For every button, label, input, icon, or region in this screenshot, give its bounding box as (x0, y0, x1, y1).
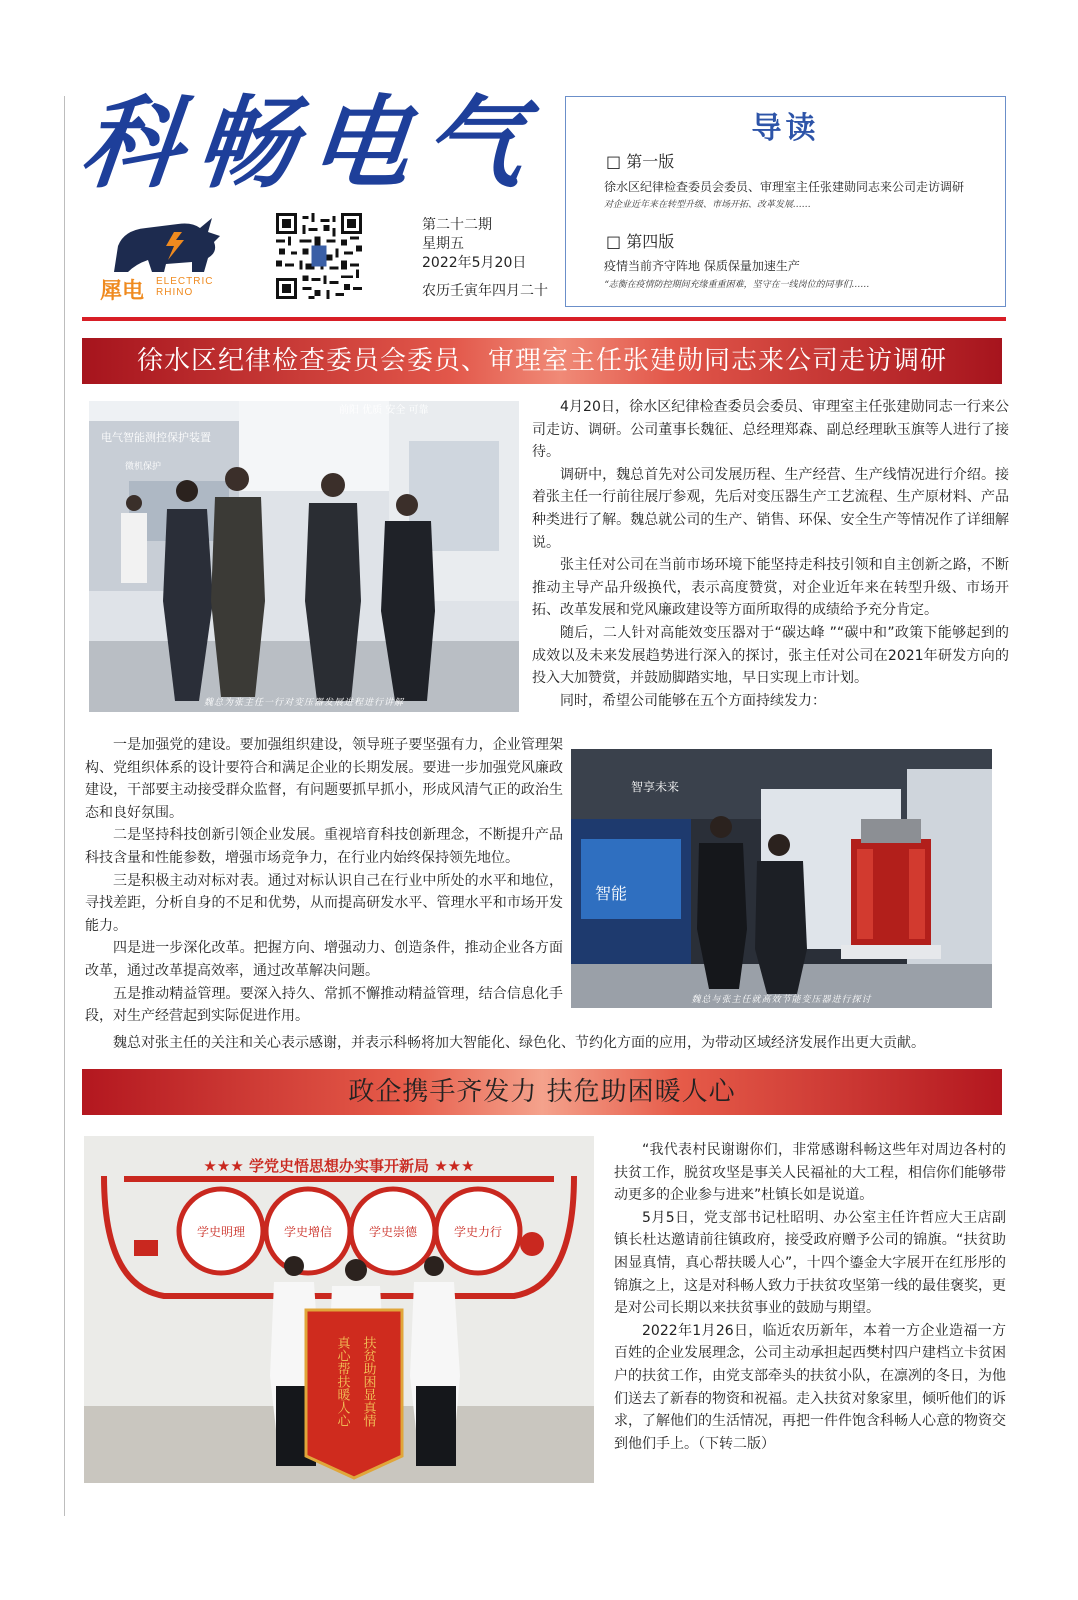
article1-point: 二是坚持科技创新引领企业发展。重视培育科技创新理念，不断提升产品科技含量和性能参数，增强市场竞争力，在行业内始终保持领先地位。 (85, 827, 563, 866)
photo3-circle-3: 学史崇德 (368, 1225, 418, 1239)
article1-headline: 徐水区纪律检查委员会委员、审理室主任张建勋同志来公司走访调研 (82, 338, 1002, 384)
guide-box (565, 96, 1006, 307)
article2-paragraph: “我代表村民谢谢你们，非常感谢科畅这些年对周边各村的扶贫工作，脱贫攻坚是事关人民福祉的大工程，相信你们能够带动更多的企业参与进来”杜镇长如是说道。 (614, 1142, 1006, 1204)
article1-photo-transformer (571, 749, 992, 1008)
guide-section-1-label[interactable]: □ 第一版 (606, 152, 675, 171)
logo-cn-text: 犀电 (100, 279, 145, 304)
left-margin-rule (64, 96, 65, 1516)
article1-photo-exhibition (89, 401, 519, 712)
photo1-sign-text2: 微机保护 (125, 462, 162, 472)
article1-point: 五是推动精益管理。要深入持久、常抓不懈推动精益管理，结合信息化手段，对生产经营起到实际促进作用。 (85, 985, 563, 1025)
issue-lunar-date: 农历壬寅年四月二十 (422, 283, 548, 299)
photo1-ceiling-text: 前阳 优质 安全 可靠 (339, 405, 429, 416)
article1-point: 一是加强党的建设。要加强组织建设，领导班子要坚强有力，企业管理架构、党组织体系的设计要符合和满足企业的长期发展。要进一步加强党风廉政建设，干部要主动接受群众监督，有问题要抓早抓小，形成风清气正的政治生态和良好氛围。 (85, 737, 563, 821)
logo-en-line2: RHINO (156, 287, 194, 298)
guide-section-4-subline: “志衡在疫情防控期间充缘重重困难，坚守在一线岗位的同事们…… (604, 280, 870, 290)
guide-section-1-subline: 对企业近年来在转型升级、市场开拓、改革发展…… (604, 200, 812, 210)
article1-point: 四是进一步深化改革。把握方向、增强动力、创造条件，推动企业各方面改革，通过改革提高效率，通过改革解决问题。 (85, 940, 563, 979)
photo3-banner-left: 真心帮扶暖人心 (334, 1336, 350, 1427)
photo3-circle-2: 学史增信 (283, 1225, 333, 1239)
guide-section-1-headline[interactable]: 徐水区纪律检查委员会委员、审理室主任张建勋同志来公司走访调研 (604, 180, 965, 194)
article1-closing (85, 1032, 1015, 1055)
article1-paragraph: 张主任对公司在当前市场环境下能坚持走科技引领和自主创新之路，不断推动主导产品升级换代，表示高度赞赏，对企业近年来在转型升级、市场开拓、改革发展和党风廉政建设等方面所取得的成绩给予充分肯定。 (532, 557, 1009, 619)
guide-section-4-headline[interactable]: 疫情当前齐守阵地 保质保量加速生产 (604, 259, 800, 273)
issue-date: 2022年5月20日 (422, 255, 527, 271)
photo2-wall-text: 智享未来 (631, 780, 680, 794)
photo3-wall-text: ★★★ 学党史悟思想办实事开新局 ★★★ (203, 1157, 475, 1175)
photo3-banner-right: 扶贫助困显真情 (360, 1336, 376, 1427)
photo2-screen-text: 智能 (595, 884, 628, 903)
photo3-circle-4: 学史力行 (453, 1225, 503, 1239)
masthead-title: 科畅电气 (75, 84, 545, 202)
article2-photo-banner (84, 1136, 594, 1483)
qr-code-icon (276, 213, 362, 299)
article1-paragraph: 同时，希望公司能够在五个方面持续发力： (560, 692, 826, 709)
photo1-sign-text: 电气智能测控保护装置 (101, 431, 211, 444)
article1-paragraph: 随后，二人针对高能效变压器对于“碳达峰 ”“碳中和”政策下能够起到的成效以及未来发展趋势进行深入的探讨，张主任对公司在2021年研发方向的投入大加赞赏，并鼓励脚踏实地，早日实现上市计划。 (532, 624, 1009, 687)
company-logo (100, 212, 250, 304)
qr-code[interactable] (276, 213, 362, 299)
header-divider (82, 317, 1006, 321)
article2-headline: 政企携手齐发力 扶危助困暖人心 (82, 1069, 1002, 1115)
photo3-circle-1: 学史明理 (196, 1225, 246, 1239)
issue-weekday: 星期五 (422, 236, 464, 252)
article1-closing-text: 魏总对张主任的关注和关心表示感谢，并表示科畅将加大智能化、绿色化、节约化方面的应用，为带动区域经济发展作出更大贡献。 (113, 1035, 925, 1051)
article1-point: 三是积极主动对标对表。通过对标认识自己在行业中所处的水平和地位，寻找差距，分析自身的不足和优势，从而提高研发水平、管理水平和市场开发能力。 (85, 872, 563, 934)
article1-paragraph: 4月20日，徐水区纪律检查委员会委员、审理室主任张建勋同志一行来公司走访、调研。公司董事长魏征、总经理郑森、副总经理耿玉旗等人进行了接待。 (532, 399, 1009, 461)
article1-body-top (532, 396, 1009, 712)
article2-body (614, 1139, 1006, 1455)
logo-en-text (156, 276, 213, 298)
article1-paragraph: 调研中，魏总首先对公司发展历程、生产经营、生产线情况进行介绍。接着张主任一行前往展厅参观，先后对变压器生产工艺流程、生产原材料、产品种类进行了解。魏总就公司的生产、销售、环保、安全生产等情况作了详细解说。 (532, 466, 1009, 551)
issue-number: 第二十二期 (422, 217, 492, 233)
issue-info (422, 216, 562, 301)
article2-paragraph: 2022年1月26日，临近农历新年，本着一方企业造福一方百姓的企业发展理念，公司主动承担起西樊村四户建档立卡贫困户的扶贫工作，由党支部牵头的扶贫小队，在凛冽的冬日，为他们送去了新春的物资和祝福。走入扶贫对象家里，倾听他们的诉求，了解他们的生活情况，再把一件件饱含科畅人心意的物资交到他们手上。（下转二版） (614, 1322, 1006, 1452)
article2-paragraph: 5月5日，党支部书记杜昭明、办公室主任许哲应大王店副镇长杜达邀请前往镇政府，接受政府赠予公司的锦旗。“扶贫助困显真情，真心帮扶暖人心”，十四个鎏金大字展开在红彤彤的锦旗之上，这是对科畅人致力于扶贫攻坚第一线的最佳褒奖，更是对公司长期以来扶贫事业的鼓励与期望。 (614, 1209, 1006, 1317)
article1-photo2-caption: 魏总与张主任就高效节能变压器进行探讨 (691, 995, 872, 1005)
guide-title: 导读 (751, 111, 820, 146)
article1-photo1-caption: 魏总为张主任一行对变压器发展进程进行讲解 (203, 698, 404, 708)
article1-body-mid (85, 734, 563, 1028)
guide-section-4-label[interactable]: □ 第四版 (606, 232, 675, 251)
logo-en-line1: ELECTRIC (156, 276, 214, 287)
rhino-icon (108, 212, 228, 276)
